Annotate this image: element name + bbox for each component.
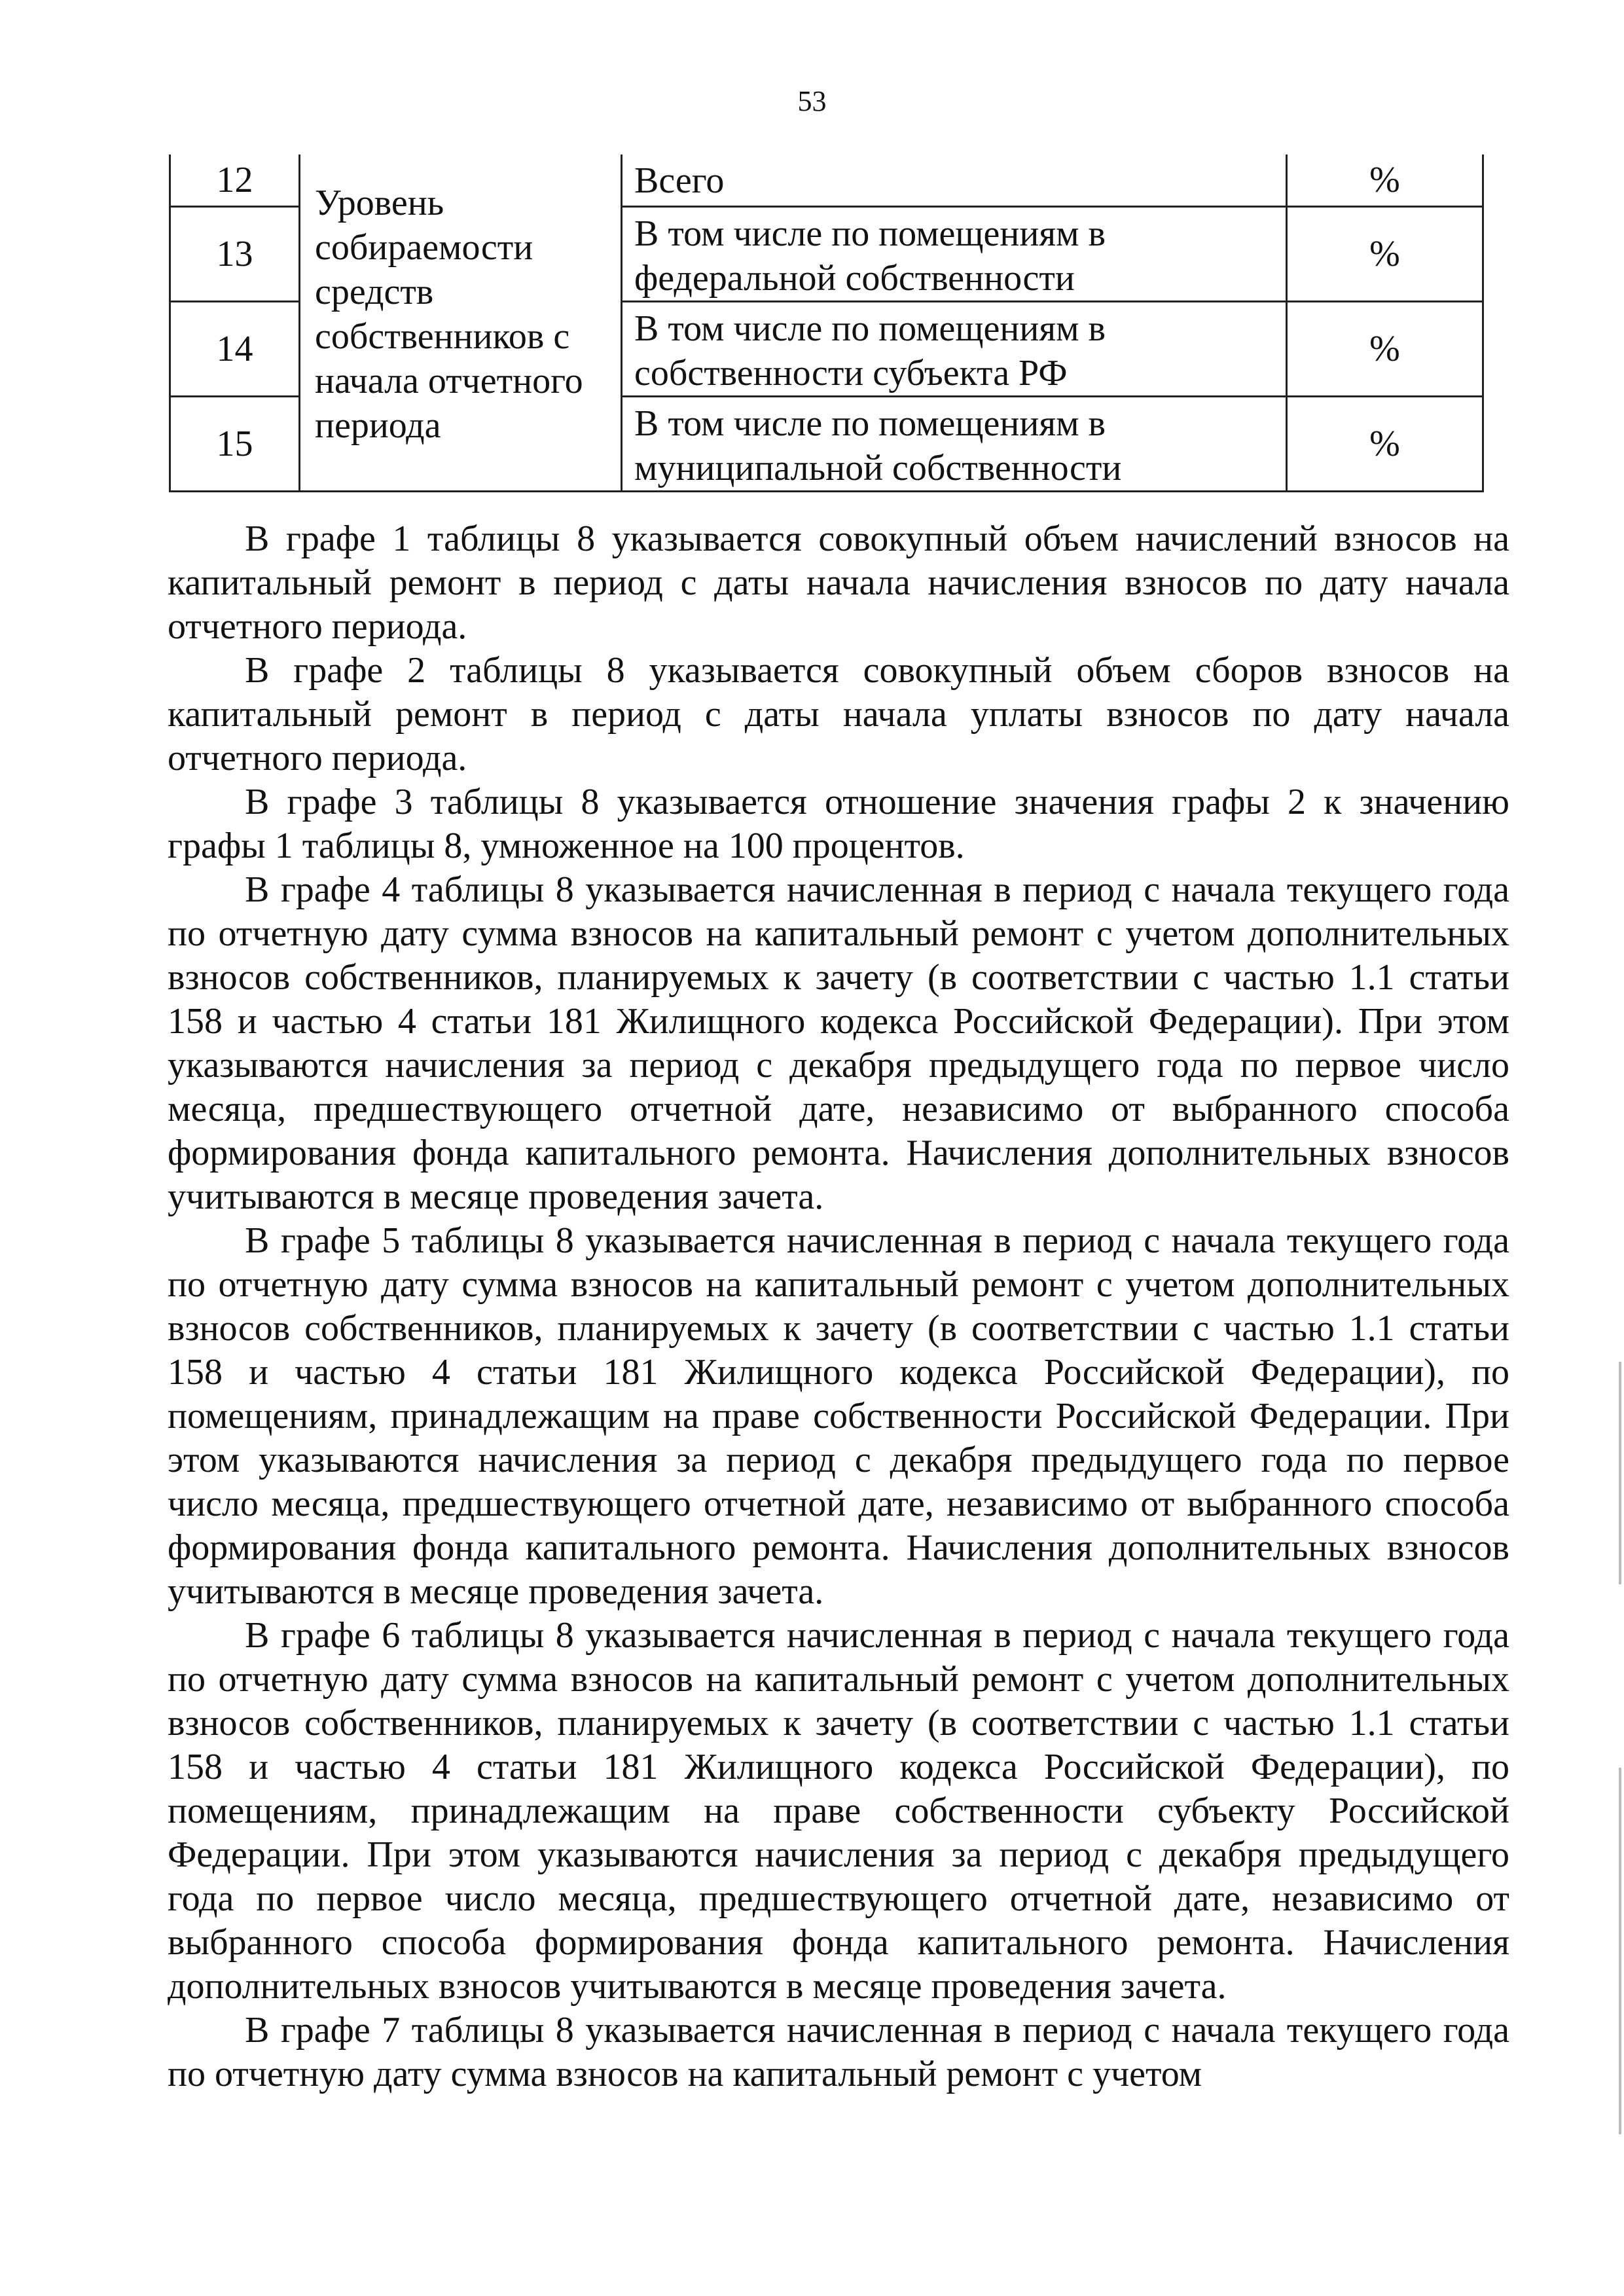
row-number: 15 <box>170 396 300 491</box>
paragraph-grafa-4: В графе 4 таблицы 8 указывается начисленная в период с начала текущего года по отчетную дату сумма взносов на капитальный ремонт с учетом дополнительных взносов собственников, планируемых к зачету (в соответствии с частью 1.1 статьи 158 и частью 4 статьи 181 Жилищного кодекса Российской Федерации). При этом указываются начисления за период с декабря предыдущего года по первое число месяца, предшествующего отчетной дате, независимо от выбранного способа формирования фонда капитального ремонта. Начисления дополнительных взносов учитываются в месяце проведения зачета. <box>168 869 1509 1217</box>
row-unit: % <box>1287 301 1483 396</box>
row-number: 13 <box>170 206 300 301</box>
row-number: 14 <box>170 301 300 396</box>
paragraph-grafa-1: В графе 1 таблицы 8 указывается совокупный объем начислений взносов на капитальный ремонт в период с даты начала начисления взносов по дату начала отчетного периода. <box>168 519 1509 647</box>
indicator-table <box>169 155 1484 492</box>
row-unit: % <box>1287 206 1483 301</box>
row-number: 12 <box>170 155 300 206</box>
row-description: Всего <box>622 155 1287 206</box>
page-number: 53 <box>797 85 827 117</box>
indicator-label: Уровень собираемости средств собственников с начала отчетного периода <box>300 155 622 491</box>
paragraph-grafa-3: В графе 3 таблицы 8 указывается отношение значения графы 2 к значению графы 1 таблицы 8, умноженное на 100 процентов. <box>168 782 1509 866</box>
row-description: В том числе по помещениям в муниципальной собственности <box>622 396 1287 491</box>
paragraph-grafa-7: В графе 7 таблицы 8 указывается начисленная в период с начала текущего года по отчетную дату сумма взносов на капитальный ремонт с учетом <box>168 2010 1509 2094</box>
paragraph-grafa-6: В графе 6 таблицы 8 указывается начисленная в период с начала текущего года по отчетную дату сумма взносов на капитальный ремонт с учетом дополнительных взносов собственников, планируемых к зачету (в соответствии с частью 1.1 статьи 158 и частью 4 статьи 181 Жилищного кодекса Российской Федерации), по помещениям, принадлежащим на праве собственности субъекту Российской Федерации. При этом указываются начисления за период с декабря предыдущего года по первое число месяца, предшествующего отчетной дате, независимо от выбранного способа формирования фонда капитального ремонта. Начисления дополнительных взносов учитываются в месяце проведения зачета. <box>168 1615 1509 2007</box>
paragraph-grafa-2: В графе 2 таблицы 8 указывается совокупный объем сборов взносов на капитальный ремонт в период с даты начала уплаты взносов по дату начала отчетного периода. <box>168 650 1509 778</box>
body-text <box>168 517 1509 2096</box>
scan-edge-mark <box>1619 1768 1621 2134</box>
row-description: В том числе по помещениям в федеральной собственности <box>622 206 1287 301</box>
row-unit: % <box>1287 155 1483 206</box>
scan-edge-mark <box>1619 1362 1621 1584</box>
paragraph-grafa-5: В графе 5 таблицы 8 указывается начисленная в период с начала текущего года по отчетную дату сумма взносов на капитальный ремонт с учетом дополнительных взносов собственников, планируемых к зачету (в соответствии с частью 1.1 статьи 158 и частью 4 статьи 181 Жилищного кодекса Российской Федерации), по помещениям, принадлежащим на праве собственности Российской Федерации. При этом указываются начисления за период с декабря предыдущего года по первое число месяца, предшествующего отчетной дате, независимо от выбранного способа формирования фонда капитального ремонта. Начисления дополнительных взносов учитываются в месяце проведения зачета. <box>168 1220 1509 1612</box>
table-row <box>170 155 1483 206</box>
row-unit: % <box>1287 396 1483 491</box>
row-description: В том числе по помещениям в собственности субъекта РФ <box>622 301 1287 396</box>
